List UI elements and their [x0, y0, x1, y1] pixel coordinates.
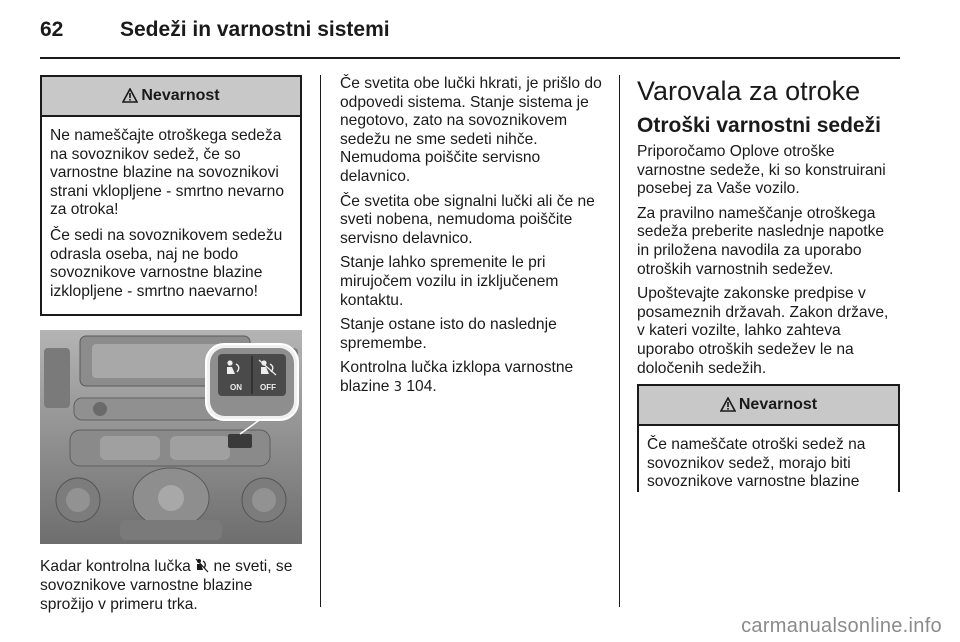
section-heading: Varovala za otroke	[637, 76, 861, 106]
column-right	[637, 75, 900, 492]
airbag-on-label: ON	[230, 383, 242, 393]
warning-paragraph: Ne nameščajte otroškega sedeža na sovoznikov sedež, če so varnostne blazine na sovoznikovi strani vklopljene - smrtno nevarno za otroka!	[50, 127, 285, 219]
warning-paragraph: Če nameščate otroški sedež na sovoznikov sedež, morajo biti sovoznikove varnostne blazine	[647, 436, 866, 491]
warning-body	[42, 117, 300, 314]
body-paragraph: Če svetita obe lučki hkrati, je prišlo do odpovedi sistema. Stanje sistema je negotovo, zato na sovoznikovem sedežu ne sme sedeti nihče. Nemudoma poiščite servisno delavnico.	[340, 75, 602, 185]
page-header	[40, 14, 900, 54]
warning-heading: Nevarnost	[141, 86, 220, 104]
watermark: carmanualsonline.info	[741, 615, 942, 637]
warning-heading: Nevarnost	[738, 395, 818, 413]
body-paragraph: Stanje lahko spremenite le pri mirujočem vozilu in izključenem kontaktu.	[340, 254, 559, 309]
warning-body	[639, 426, 898, 492]
warning-box	[40, 75, 302, 316]
reference-page-link[interactable]: 104.	[402, 377, 437, 395]
caption-text-start: Kadar kontrolna lučka	[40, 558, 196, 576]
reference-arrow-glyph: 3	[393, 379, 403, 395]
warning-header	[639, 386, 898, 426]
warning-header	[42, 77, 300, 117]
airbag-off-label: OFF	[260, 383, 276, 393]
caption-text-end: ne sveti, se sovoznikove varnostne blazine sprožijo v primeru trka.	[40, 558, 293, 613]
warning-paragraph: Če sedi na sovoznikovem sedežu odrasla oseba, naj ne bodo sovoznikove varnostne blazine izklopljene - smrtno naevarno!	[50, 226, 283, 300]
body-paragraph: Stanje ostane isto do naslednje spremembe.	[340, 316, 557, 352]
dashboard-illustration	[40, 330, 302, 544]
column-divider	[320, 75, 321, 607]
header-divider	[40, 57, 900, 59]
body-paragraph: Za pravilno nameščanje otroškega sedeža preberite naslednje napotke in priložena navodila za uporabo otroških varnostnih sedežev.	[637, 204, 885, 278]
body-paragraph: Priporočamo Oplove otroške varnostne sedeže, ki so konstruirani posebej za Vaše vozilo.	[637, 143, 886, 198]
warning-box	[637, 384, 900, 492]
warning-triangle-icon	[122, 88, 138, 103]
photo-caption	[40, 558, 302, 614]
reference-text: Kontrolna lučka izklopa varnostne blazine	[340, 359, 574, 395]
column-middle	[340, 75, 606, 404]
warning-triangle-icon	[720, 397, 736, 412]
column-divider	[619, 75, 620, 607]
dashboard-photo	[40, 330, 302, 544]
body-paragraph: Upoštevajte zakonske predpise v posameznih državah. Zakon države, v kateri vozilte, lahko zahteva uporabo otroških sedežev le na določenih sedežih.	[637, 285, 889, 377]
page-title: Sedeži in varnostni sistemi	[120, 18, 390, 41]
subsection-heading: Otroški varnostni sedeži	[637, 114, 881, 137]
airbag-off-icon	[195, 558, 209, 573]
page-number: 62	[40, 18, 64, 41]
body-paragraph: Če svetita obe signalni lučki ali če ne sveti nobena, nemudoma poiščite servisno delavnico.	[340, 192, 595, 247]
column-left	[40, 75, 302, 620]
body-paragraph	[340, 359, 606, 397]
